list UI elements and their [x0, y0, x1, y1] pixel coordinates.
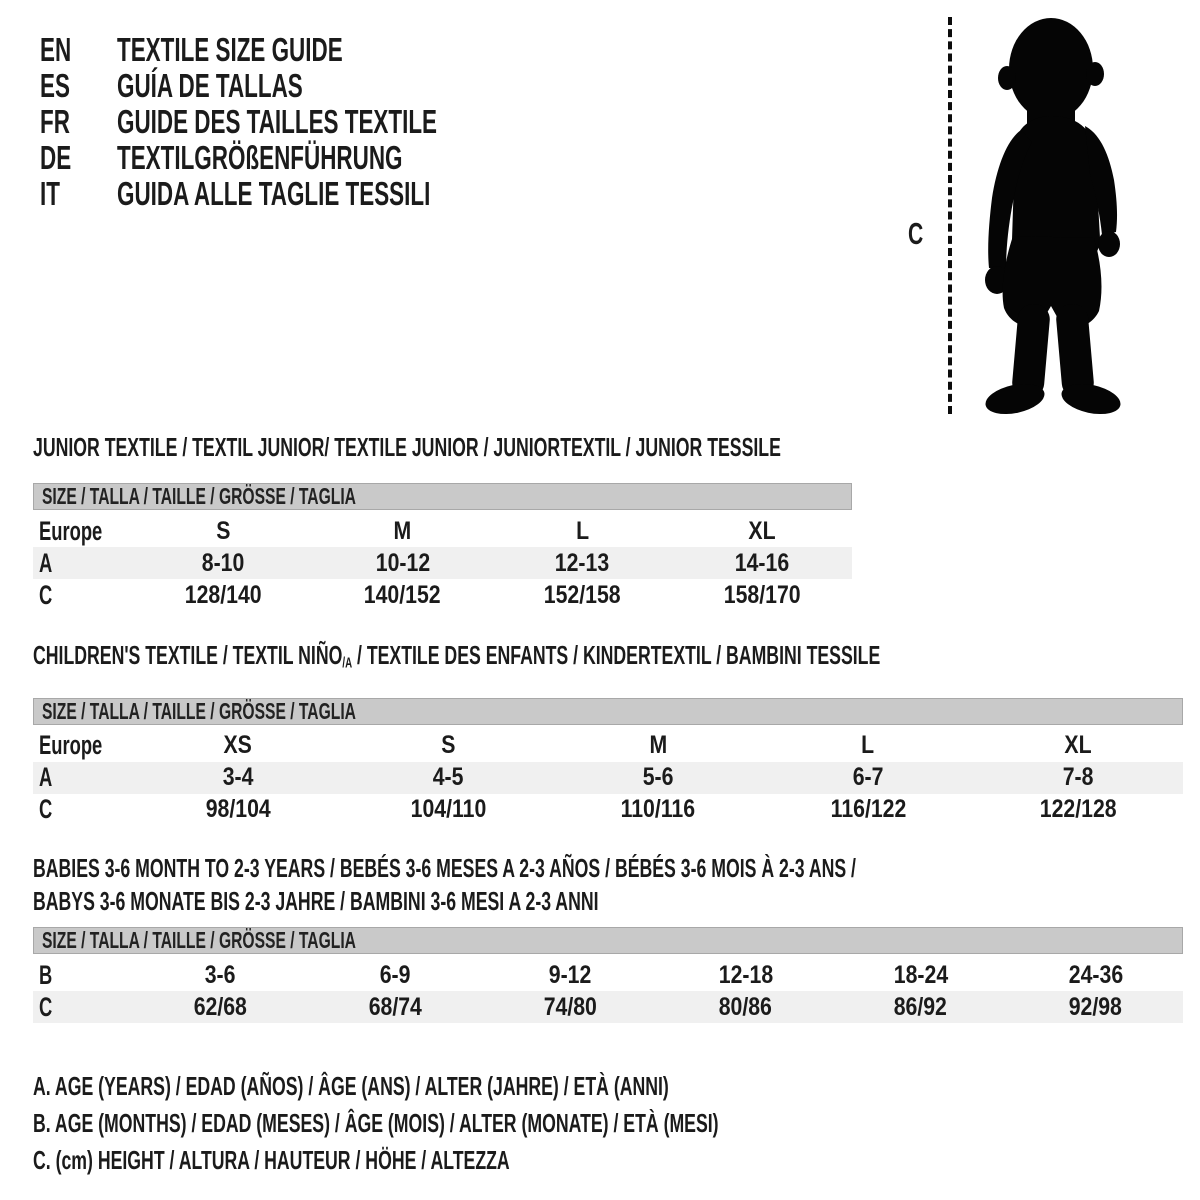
size-value-cell: 9-12	[549, 960, 592, 989]
babies-size-header-bar: SIZE / TALLA / TAILLE / GRÖSSE / TAGLIA	[33, 927, 1183, 954]
size-table-row	[33, 794, 1183, 826]
size-table-row	[33, 515, 852, 547]
size-value-cell: 4-5	[432, 763, 464, 792]
size-value-cell: 14-16	[734, 548, 790, 577]
row-label-cell: C	[39, 991, 53, 1022]
size-value-cell: 12-18	[718, 960, 773, 989]
children-section-title: CHILDREN'S TEXTILE / TEXTIL NIÑO/A / TEXTILE DES ENFANTS / KINDERTEXTIL / BAMBINI TESSILE	[33, 640, 881, 672]
legend-line-c: C. (cm) HEIGHT / ALTURA / HAUTEUR / HÖHE / ALTEZZA	[33, 1145, 510, 1175]
language-code: ES	[40, 67, 70, 104]
toddler-silhouette-icon	[962, 16, 1144, 416]
guide-title-de: TEXTILGRÖßENFÜHRUNG	[117, 139, 403, 176]
size-table-row	[33, 579, 852, 611]
junior-size-table	[33, 515, 852, 611]
legend-line-b: B. AGE (MONTHS) / EDAD (MESES) / ÂGE (MOIS) / ALTER (MONATE) / ETÀ (MESI)	[33, 1108, 719, 1138]
size-value-cell: M	[393, 516, 412, 545]
size-value-cell: 104/110	[410, 795, 486, 824]
size-value-cell: XL	[748, 516, 776, 545]
size-value-cell: 98/104	[205, 795, 271, 824]
size-value-cell: S	[215, 516, 230, 545]
row-label-cell: Europe	[39, 515, 103, 546]
guide-title-en: TEXTILE SIZE GUIDE	[117, 31, 343, 68]
size-value-cell: 158/170	[723, 580, 801, 609]
babies-title-line2: BABYS 3-6 MONATE BIS 2-3 JAHRE / BAMBINI 3-6 MESI A 2-3 ANNI	[33, 886, 599, 916]
language-code: FR	[40, 103, 70, 140]
height-dashed-line	[948, 17, 952, 414]
size-value-cell: 68/74	[368, 992, 423, 1021]
children-size-header-bar: SIZE / TALLA / TAILLE / GRÖSSE / TAGLIA	[33, 698, 1183, 725]
size-value-cell: 62/68	[193, 992, 248, 1021]
size-value-cell: 116/122	[830, 795, 906, 824]
size-value-cell: 152/158	[543, 580, 621, 609]
size-table-row	[33, 991, 1183, 1023]
row-label-cell: C	[39, 579, 53, 610]
size-value-cell: 110/116	[620, 795, 696, 824]
size-value-cell: 8-10	[201, 548, 245, 577]
language-code: EN	[40, 31, 72, 68]
size-value-cell: M	[649, 731, 667, 760]
guide-title-it: GUIDA ALLE TAGLIE TESSILI	[117, 175, 431, 212]
size-value-cell: S	[440, 731, 456, 760]
size-value-cell: 24-36	[1068, 960, 1123, 989]
row-label-cell: A	[39, 762, 53, 793]
size-value-cell: 140/152	[364, 580, 442, 609]
junior-size-header-bar: SIZE / TALLA / TAILLE / GRÖSSE / TAGLIA	[33, 483, 852, 510]
children-size-table	[33, 730, 1183, 826]
junior-section-title: JUNIOR TEXTILE / TEXTIL JUNIOR/ TEXTILE JUNIOR / JUNIORTEXTIL / JUNIOR TESSILE	[33, 432, 781, 462]
babies-size-table	[33, 959, 1183, 1023]
toddler-shape	[983, 18, 1124, 416]
language-title-list	[40, 32, 588, 212]
size-value-cell: 7-8	[1062, 763, 1094, 792]
size-table-row	[33, 730, 1183, 762]
row-label-cell: C	[39, 794, 53, 825]
babies-textile-section	[33, 852, 1183, 1023]
row-label-cell: Europe	[39, 730, 103, 761]
size-table-row	[33, 762, 1183, 794]
size-value-cell: 6-7	[852, 763, 884, 792]
size-value-cell: XL	[1064, 731, 1092, 760]
size-table-row	[33, 547, 852, 579]
language-row-fr	[40, 104, 588, 140]
size-value-cell: 92/98	[1068, 992, 1123, 1021]
language-row-en	[40, 32, 588, 68]
size-value-cell: XS	[223, 731, 253, 760]
measurement-legend	[33, 1068, 1041, 1179]
guide-title-fr: GUIDE DES TAILLES TEXTILE	[117, 103, 438, 140]
language-row-es	[40, 68, 588, 104]
nino-a-subscript: /A	[342, 655, 353, 672]
size-value-cell: 86/92	[893, 992, 948, 1021]
language-code: DE	[40, 139, 72, 176]
height-measure-label: C	[908, 216, 924, 251]
size-value-cell: 18-24	[893, 960, 948, 989]
size-value-cell: 3-4	[222, 763, 254, 792]
size-table-row	[33, 959, 1183, 991]
size-value-cell: 80/86	[718, 992, 773, 1021]
language-code: IT	[40, 175, 60, 212]
guide-title-es: GUÍA DE TALLAS	[117, 67, 303, 104]
row-label-cell: A	[39, 547, 53, 578]
children-textile-section	[33, 642, 1183, 826]
size-value-cell: 122/128	[1039, 795, 1117, 824]
legend-line-a: A. AGE (YEARS) / EDAD (AÑOS) / ÂGE (ANS) / ALTER (JAHRE) / ETÀ (ANNI)	[33, 1071, 669, 1101]
size-value-cell: 12-13	[555, 548, 610, 577]
size-value-cell: 74/80	[543, 992, 598, 1021]
language-row-de	[40, 140, 588, 176]
size-value-cell: L	[861, 731, 875, 760]
junior-textile-section	[33, 434, 852, 611]
size-value-cell: 3-6	[205, 960, 236, 989]
size-value-cell: 5-6	[642, 763, 674, 792]
row-label-cell: B	[39, 959, 53, 990]
babies-section-title	[33, 852, 1183, 918]
size-value-cell: 128/140	[184, 580, 262, 609]
size-value-cell: 6-9	[380, 960, 411, 989]
size-value-cell: L	[575, 516, 589, 545]
babies-title-line1: BABIES 3-6 MONTH TO 2-3 YEARS / BEBÉS 3-6 MESES A 2-3 AÑOS / BÉBÉS 3-6 MOIS À 2-3 ANS /	[33, 853, 856, 883]
size-value-cell: 10-12	[375, 548, 430, 577]
language-row-it	[40, 176, 588, 212]
